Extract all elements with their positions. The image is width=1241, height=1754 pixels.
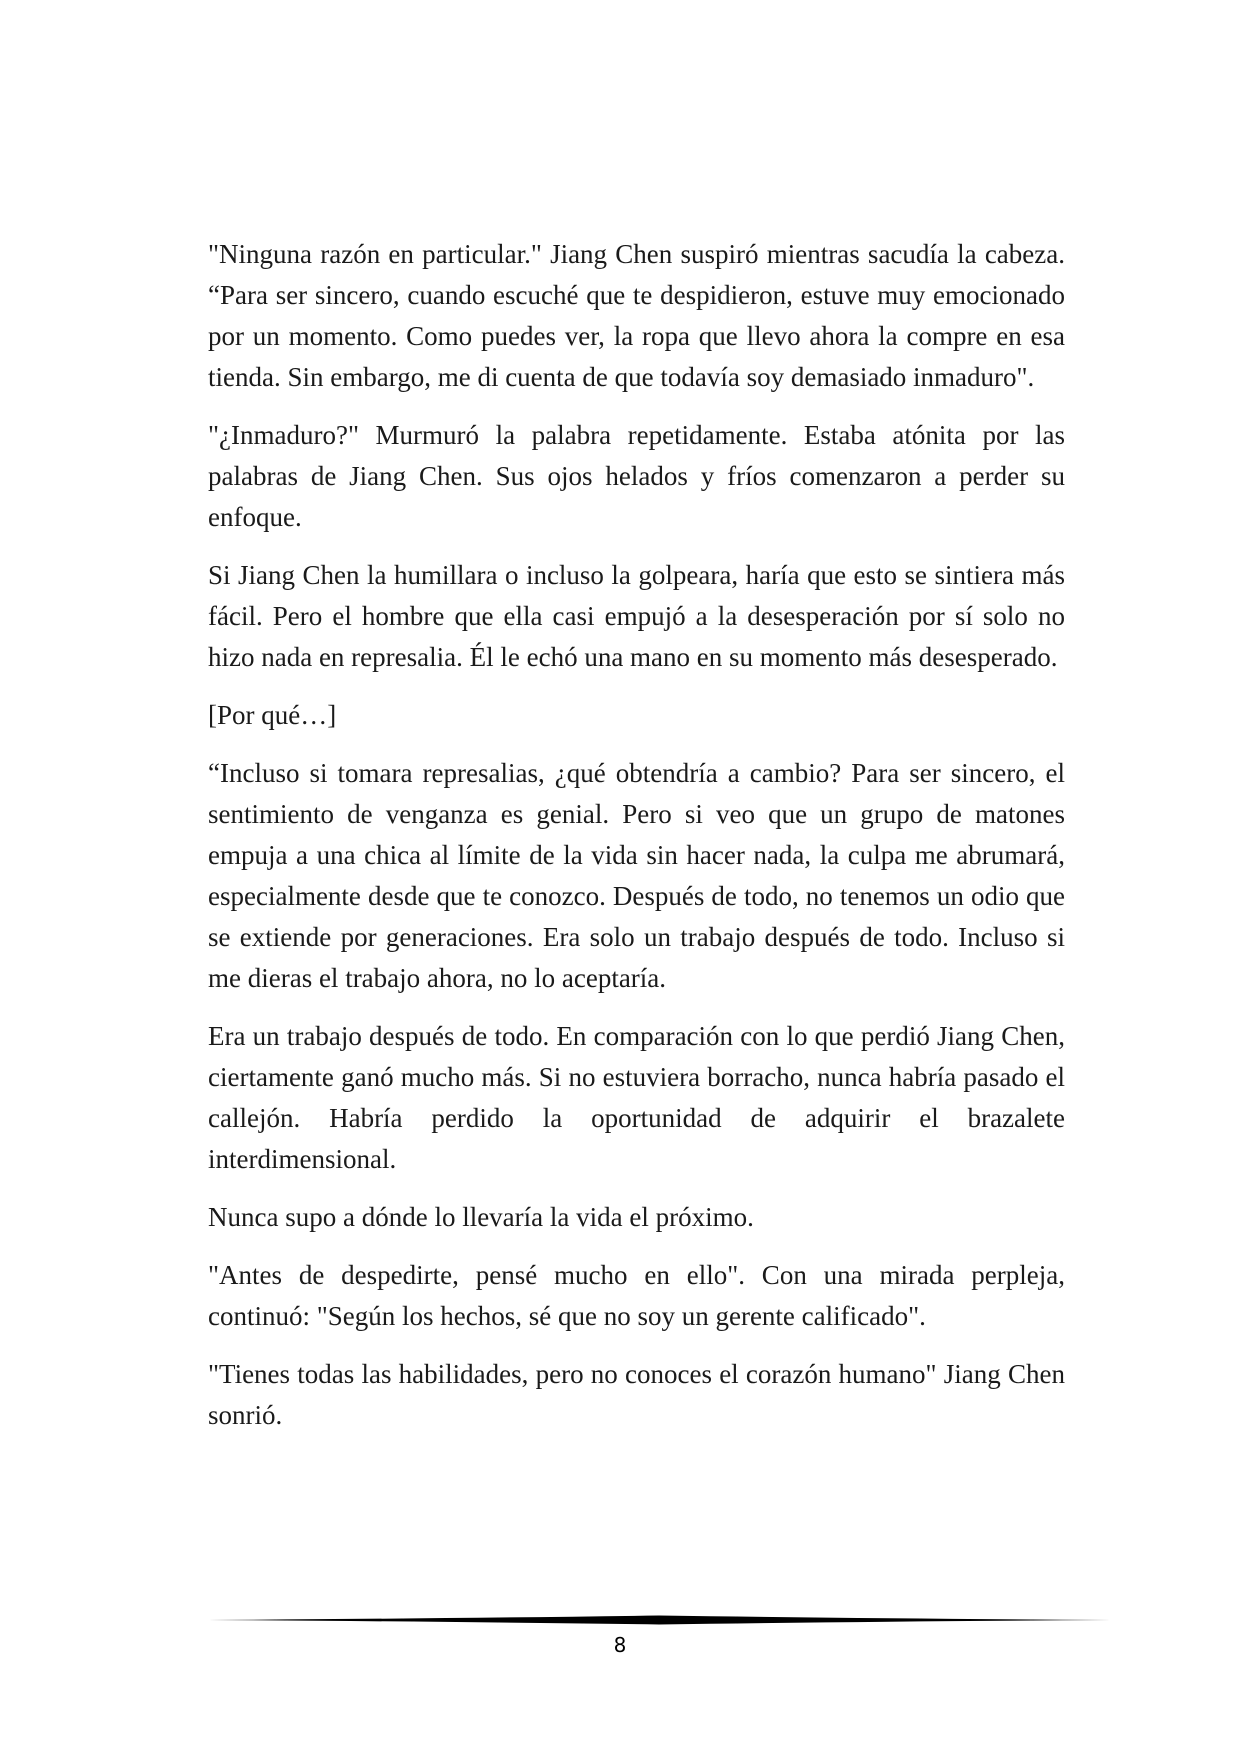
paragraph: Nunca supo a dónde lo llevaría la vida el próximo.: [208, 1202, 754, 1232]
paragraph: [Por qué…]: [208, 700, 337, 730]
page-number: 8: [613, 1633, 627, 1657]
paragraph: "Antes de despedirte, pensé mucho en ello". Con una mirada perpleja, continuó: "Según los hechos, sé que no soy un gerente calificado".: [208, 1260, 1065, 1331]
paragraph: "Tienes todas las habilidades, pero no conoces el corazón humano" Jiang Chen sonrió.: [208, 1359, 1065, 1430]
paragraph: "Ninguna razón en particular." Jiang Chen suspiró mientras sacudía la cabeza. “Para ser sincero, cuando escuché que te despidieron, estuve muy emocionado por un momento. Como puedes ver, la ropa que llevo ahora la compre en esa tienda. Sin embargo, me di cuenta de que todavía soy demasiado inmaduro".: [208, 239, 1065, 392]
paragraph: “Incluso si tomara represalias, ¿qué obtendría a cambio? Para ser sincero, el sentimiento de venganza es genial. Pero si veo que un grupo de matones empuja a una chica al límite de la vida sin hacer nada, la culpa me abrumará, especialmente desde que te conozco. Después de todo, no tenemos un odio que se extiende por generaciones. Era solo un trabajo después de todo. Incluso si me dieras el trabajo ahora, no lo aceptaría.: [208, 758, 1065, 993]
paragraph: Era un trabajo después de todo. En comparación con lo que perdió Jiang Chen, ciertamente ganó mucho más. Si no estuviera borracho, nunca habría pasado el callejón. Habría perdido la oportunidad de adquirir el brazalete interdimensional.: [208, 1021, 1065, 1174]
paragraph: "¿Inmaduro?" Murmuró la palabra repetidamente. Estaba atónita por las palabras de Jiang Chen. Sus ojos helados y fríos comenzaron a perder su enfoque.: [208, 420, 1065, 532]
body-text: [208, 234, 1065, 1453]
paragraph: Si Jiang Chen la humillara o incluso la golpeara, haría que esto se sintiera más fácil. Pero el hombre que ella casi empujó a la desesperación por sí solo no hizo nada en represalia. Él le echó una mano en su momento más desesperado.: [208, 560, 1065, 672]
footer-divider: [208, 1614, 1111, 1626]
